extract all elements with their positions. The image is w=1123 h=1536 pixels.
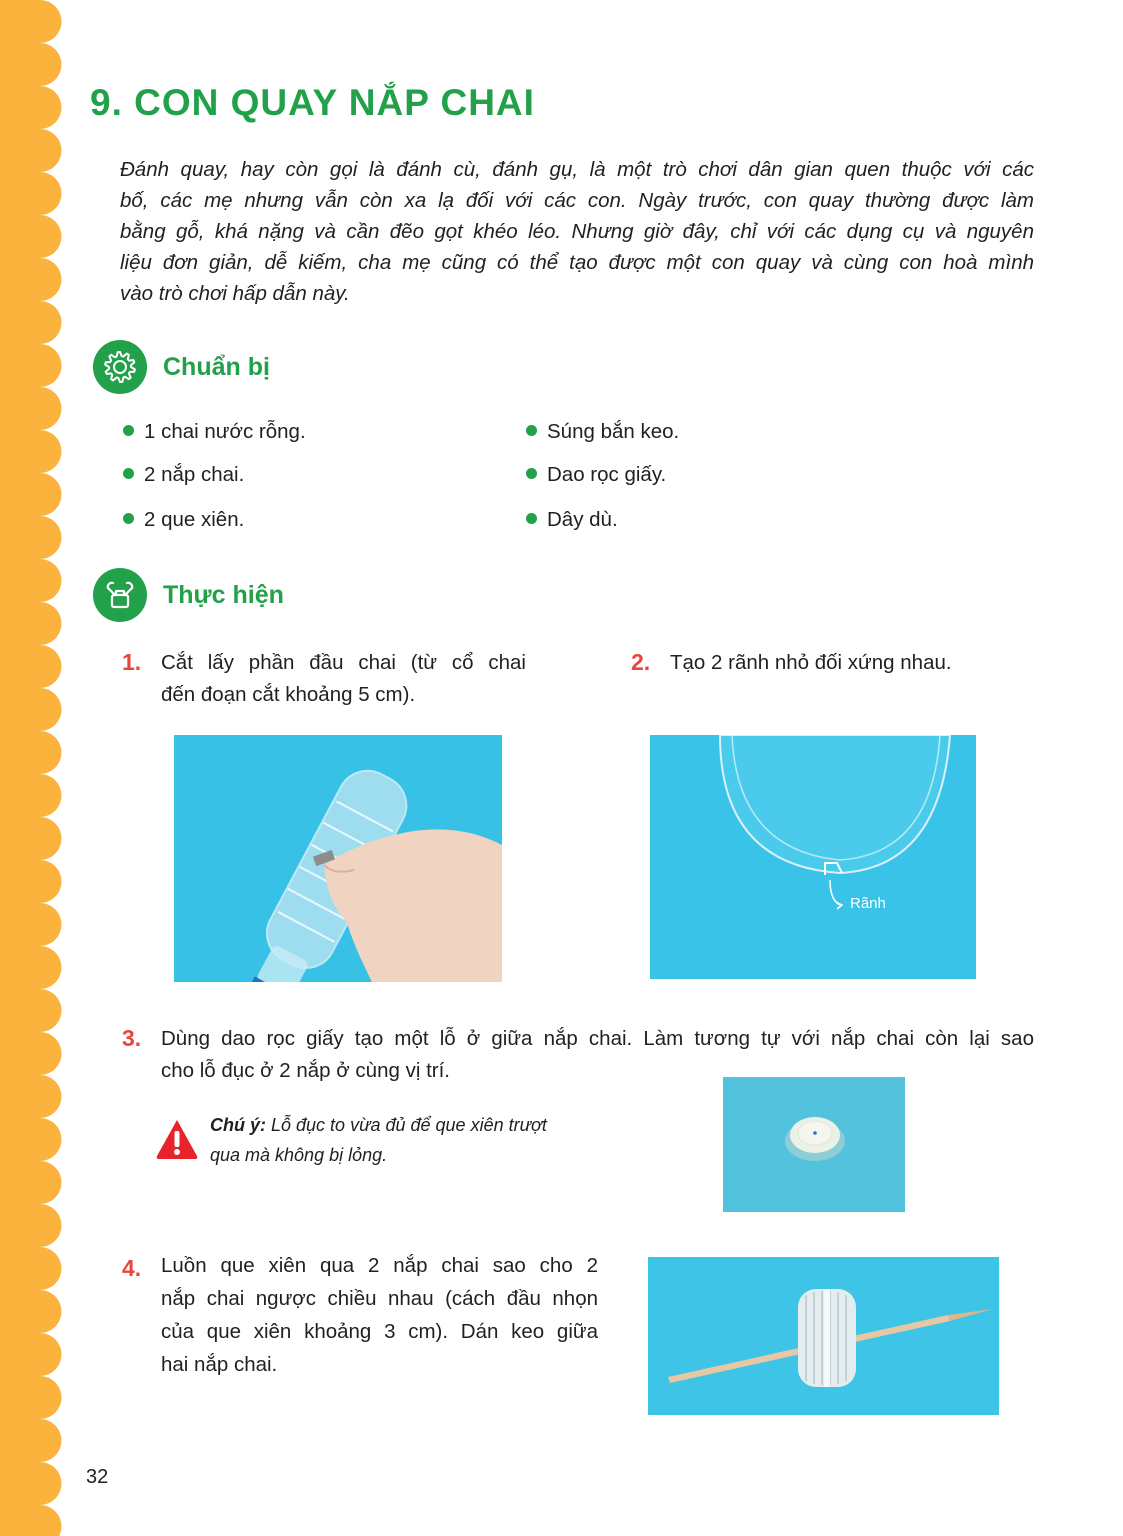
step-number: 2. bbox=[631, 649, 651, 675]
skewer-illustration bbox=[648, 1257, 999, 1415]
intro-line: bố, các mẹ nhưng vẫn còn xa lạ đối với các con. Ngày trước, con quay thường được làm bbox=[120, 189, 1034, 212]
list-item: 2 nắp chai. bbox=[123, 463, 244, 487]
section-title-perform: Thực hiện bbox=[163, 581, 284, 609]
bullet-dot bbox=[526, 468, 537, 479]
step-line: Luồn que xiên qua 2 nắp chai sao cho 2 bbox=[161, 1254, 598, 1277]
scallop-shape bbox=[0, 0, 62, 1536]
step-line: Cắt lấy phần đầu chai (từ cổ chai bbox=[161, 651, 526, 674]
list-item: Dây dù. bbox=[526, 508, 618, 532]
page-number: 32 bbox=[86, 1466, 109, 1488]
bullet-dot bbox=[526, 425, 537, 436]
step-4-text bbox=[161, 1249, 598, 1381]
step-2-text bbox=[670, 647, 952, 679]
groove-label: Rãnh bbox=[850, 895, 886, 912]
step-line: của que xiên khoảng 3 cm). Dán keo giữa bbox=[161, 1320, 598, 1343]
intro-line: vào trò chơi hấp dẫn này. bbox=[120, 282, 350, 305]
gear-icon bbox=[93, 340, 147, 394]
intro-line: liệu đơn giản, dễ kiếm, cha mẹ cũng có thể tạo được một con quay và cùng con hoà mình bbox=[120, 251, 1034, 274]
step-1-text bbox=[161, 647, 526, 711]
list-item: 1 chai nước rỗng. bbox=[123, 420, 306, 444]
scalloped-border bbox=[0, 0, 70, 1536]
bullet-dot bbox=[526, 513, 537, 524]
step-line: nắp chai ngược chiều nhau (cách đầu nhọn bbox=[161, 1287, 598, 1310]
section-title-prepare: Chuẩn bị bbox=[163, 353, 270, 381]
photo-cap-hole bbox=[723, 1077, 905, 1212]
tools-icon bbox=[93, 568, 147, 622]
cap-illustration bbox=[723, 1077, 905, 1212]
page-title: 9. CON QUAY NẮP CHAI bbox=[90, 82, 535, 123]
intro-line: Đánh quay, hay còn gọi là đánh cù, đánh gụ, là một trò chơi dân gian quen thuộc với các bbox=[120, 158, 1034, 181]
bottle-illustration bbox=[174, 735, 502, 982]
bullet-dot bbox=[123, 425, 134, 436]
note-line-2: qua mà không bị lỏng. bbox=[210, 1145, 388, 1165]
note-line-1: Chú ý: Lỗ đục to vừa đủ để que xiên trượt bbox=[210, 1115, 547, 1135]
intro-line: bằng gỗ, khá nặng và cần đẽo gọt khéo léo. Nhưng giờ đây, chỉ với các dụng cụ và nguyên bbox=[120, 220, 1034, 243]
list-item: Súng bắn keo. bbox=[526, 420, 679, 444]
step-line: Dùng dao rọc giấy tạo một lỗ ở giữa nắp chai. Làm tương tự với nắp chai còn lại sao bbox=[161, 1027, 1034, 1050]
note-text bbox=[210, 1110, 547, 1170]
groove-illustration bbox=[650, 735, 976, 979]
step-number: 1. bbox=[122, 649, 142, 675]
list-item: 2 que xiên. bbox=[123, 508, 244, 532]
photo-grooves bbox=[650, 735, 976, 979]
warning-icon bbox=[155, 1117, 199, 1161]
photo-skewer-caps bbox=[648, 1257, 999, 1415]
step-number: 3. bbox=[122, 1025, 142, 1051]
intro-paragraph bbox=[120, 154, 1034, 309]
step-number: 4. bbox=[122, 1255, 142, 1281]
bullet-dot bbox=[123, 513, 134, 524]
list-item: Dao rọc giấy. bbox=[526, 463, 666, 487]
note-label: Chú ý: bbox=[210, 1115, 266, 1135]
step-line: hai nắp chai. bbox=[161, 1353, 278, 1376]
step-line: Tạo 2 rãnh nhỏ đối xứng nhau. bbox=[670, 651, 952, 674]
bullet-dot bbox=[123, 468, 134, 479]
step-line: đến đoạn cắt khoảng 5 cm). bbox=[161, 683, 416, 706]
photo-cutting-bottle bbox=[174, 735, 502, 982]
step-line: cho lỗ đục ở 2 nắp ở cùng vị trí. bbox=[161, 1059, 450, 1082]
